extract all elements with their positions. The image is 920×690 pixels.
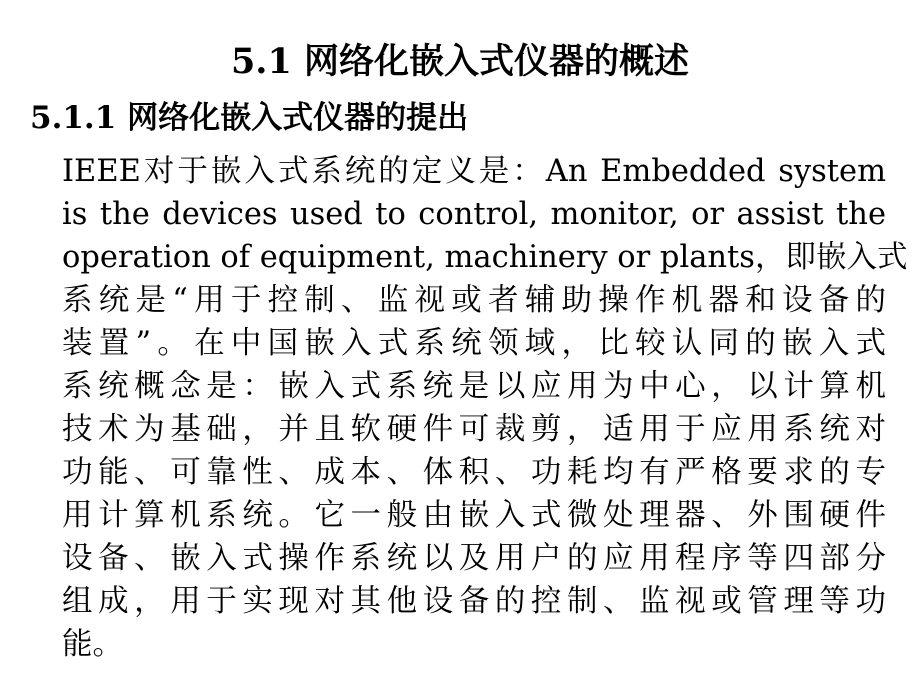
paragraph-line: IEEE对于嵌入式系统的定义是：An Embedded system [62,154,886,189]
paragraph-line: 功能、可靠性、成本、体积、功耗均有严格要求的专 [62,455,886,490]
paragraph-line: 能。 [62,627,123,662]
slide-title: 5.1 网络化嵌入式仪器的概述 [230,41,690,82]
paragraph-line: 系统概念是：嵌入式系统是以应用为中心，以计算机 [62,369,886,404]
paragraph-line: 系统是“用于控制、监视或者辅助操作机器和设备的 [62,283,886,318]
paragraph-line: 技术为基础，并且软硬件可裁剪，适用于应用系统对 [62,412,886,447]
paragraph-line: 用计算机系统。它一般由嵌入式微处理器、外围硬件 [62,498,886,533]
paragraph-line: 组成，用于实现对其他设备的控制、监视或管理等功 [62,584,886,619]
paragraph-line: operation of equipment, machinery or plants，即嵌入式 [62,240,908,275]
section-subtitle: 5.1.1 网络化嵌入式仪器的提出 [30,100,469,136]
paragraph-line: is the devices used to control, monitor, or assist the [62,197,886,232]
body-paragraph [62,150,908,666]
paragraph-line: 装置”。在中国嵌入式系统领域，比较认同的嵌入式 [62,326,886,361]
paragraph-line: 设备、嵌入式操作系统以及用户的应用程序等四部分 [62,541,886,576]
